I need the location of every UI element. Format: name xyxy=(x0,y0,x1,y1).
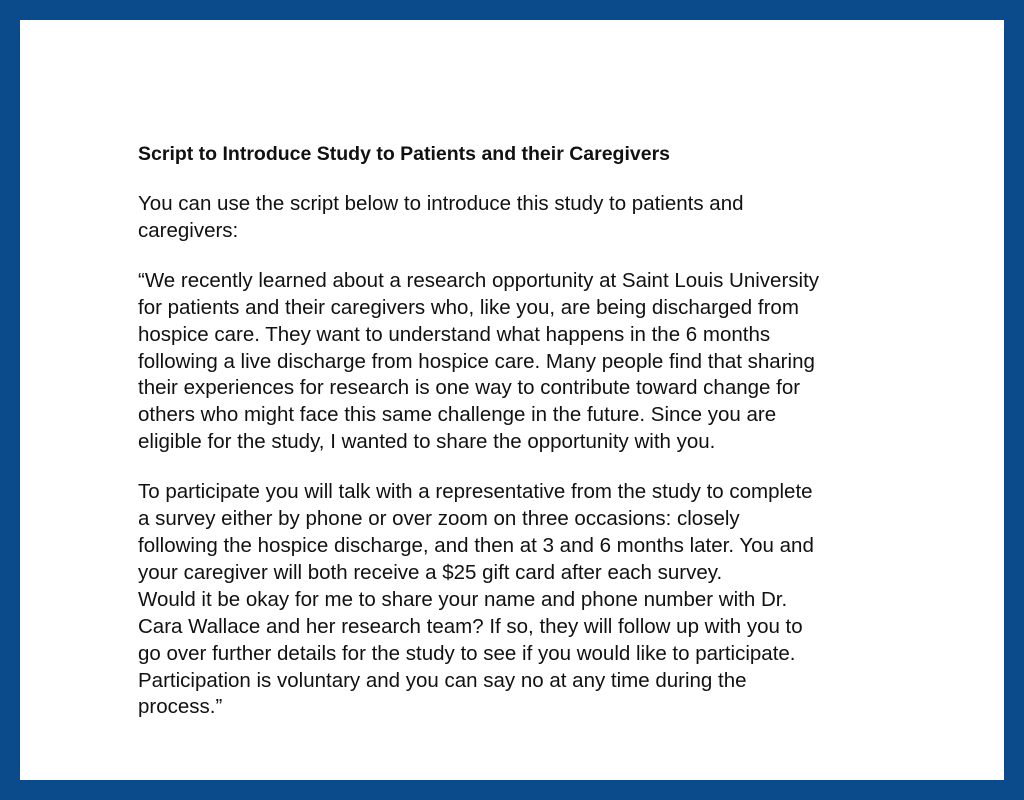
text-line: caregivers: xyxy=(138,218,239,242)
document-title: Script to Introduce Study to Patients and their Caregivers xyxy=(138,143,671,165)
text-line: following the hospice discharge, and then at 3 and 6 months later. You and xyxy=(138,533,814,557)
text-line: for patients and their caregivers who, like you, are being discharged from xyxy=(138,295,799,319)
text-line: eligible for the study, I wanted to share the opportunity with you. xyxy=(138,430,716,454)
text-line: process.” xyxy=(138,695,223,719)
text-line: hospice care. They want to understand what happens in the 6 months xyxy=(138,322,771,346)
text-line: Cara Wallace and her research team? If so, they will follow up with you to xyxy=(138,614,803,638)
text-line: “We recently learned about a research opportunity at Saint Louis University xyxy=(138,268,820,292)
text-line: You can use the script below to introduce this study to patients and xyxy=(138,192,744,215)
text-line: Participation is voluntary and you can say no at any time during the xyxy=(138,668,747,692)
text-line: Would it be okay for me to share your name and phone number with Dr. xyxy=(138,587,788,611)
text-line: others who might face this same challenge in the future. Since you are xyxy=(138,403,777,427)
quote-paragraph xyxy=(138,268,938,456)
document-body xyxy=(138,141,938,721)
text-line: go over further details for the study to see if you would like to participate. xyxy=(138,641,796,665)
text-line: following a live discharge from hospice care. Many people find that sharing xyxy=(138,349,815,373)
text-line: their experiences for research is one way to contribute toward change for xyxy=(138,376,801,400)
participate-paragraph xyxy=(138,479,938,721)
text-line: a survey either by phone or over zoom on three occasions: closely xyxy=(138,507,740,531)
intro-paragraph xyxy=(138,191,938,245)
text-line: your caregiver will both receive a $25 gift card after each survey. xyxy=(138,560,723,584)
text-line: To participate you will talk with a representative from the study to complete xyxy=(138,480,813,504)
